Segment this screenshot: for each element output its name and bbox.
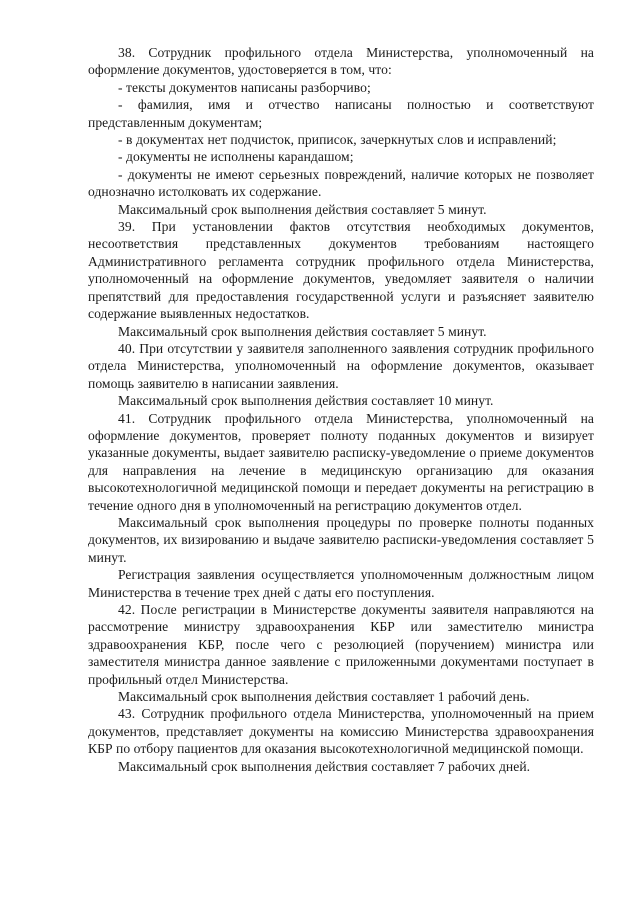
paragraph-38-deadline: Максимальный срок выполнения действия составляет 5 минут. <box>118 201 487 217</box>
paragraph-40: 40. При отсутствии у заявителя заполненного заявления сотрудник профильного отдела Министерства, уполномоченный на оформление документов, оказывает помощь заявителю в написании заявления. <box>88 340 594 391</box>
paragraph-39: 39. При установлении фактов отсутствия необходимых документов, несоответствия представленных документов требованиям настоящего Административного регламента сотрудник профильного отдела Министерства, уполномоченный на оформление документов, уведомляет заявителя о наличии препятствий для предоставления государственной услуги и разъясняет заявителю содержание выявленных недостатков. <box>88 219 594 322</box>
paragraph-43-deadline: Максимальный срок выполнения действия составляет 7 рабочих дней. <box>118 758 531 774</box>
list-item-no-damage: - документы не имеют серьезных повреждений, наличие которых не позволяет однозначно истолковать их содержание. <box>88 166 594 200</box>
paragraph-41: 41. Сотрудник профильного отдела Министерства, уполномоченный на оформление документов, проверяет полноту поданных документов и визирует указанные документы, выдает заявителю расписку-уведомление о приеме документов для направления на лечение в медицинскую организацию для оказания высокотехнологичной медицинской помощи и передает документы на регистрацию в течение одного дня в уполномоченный на регистрацию документов отдел. <box>88 410 594 513</box>
list-item-full-name: - фамилия, имя и отчество написаны полностью и соответствуют представленным документам; <box>88 97 594 130</box>
document-page <box>88 44 594 775</box>
paragraph-43: 43. Сотрудник профильного отдела Министерства, уполномоченный на прием документов, представляет документы на комиссию Министерства здравоохранения КБР по отбору пациентов для оказания высокотехнологичной медицинской помощи. <box>88 706 594 757</box>
paragraph-42: 42. После регистрации в Министерстве документы заявителя направляются на рассмотрение министру здравоохранения КБР или заместителю министра здравоохранения КБР, после чего с резолюцией (поручением) министра или заместителя министра данное заявление с приложенными документами поступает в профильный отдел Министерства. <box>88 602 594 687</box>
list-item-legible: - тексты документов написаны разборчиво; <box>118 79 371 95</box>
paragraph-41-deadline: Максимальный срок выполнения процедуры по проверке полноты поданных документов, их визированию и выдаче заявителю расписки-уведомления составляет 5 минут. <box>88 514 594 565</box>
paragraph-39-deadline: Максимальный срок выполнения действия составляет 5 минут. <box>118 323 487 339</box>
list-item-no-pencil: - документы не исполнены карандашом; <box>118 149 354 165</box>
list-item-no-erasures: - в документах нет подчисток, приписок, зачеркнутых слов и исправлений; <box>118 132 557 148</box>
paragraph-38: 38. Сотрудник профильного отдела Министерства, уполномоченный на оформление документов, удостоверяется в том, что: <box>88 45 594 78</box>
paragraph-40-deadline: Максимальный срок выполнения действия составляет 10 минут. <box>118 393 494 409</box>
paragraph-41-registration: Регистрация заявления осуществляется уполномоченным должностным лицом Министерства в течение трех дней с даты его поступления. <box>88 567 594 600</box>
paragraph-42-deadline: Максимальный срок выполнения действия составляет 1 рабочий день. <box>118 689 530 705</box>
